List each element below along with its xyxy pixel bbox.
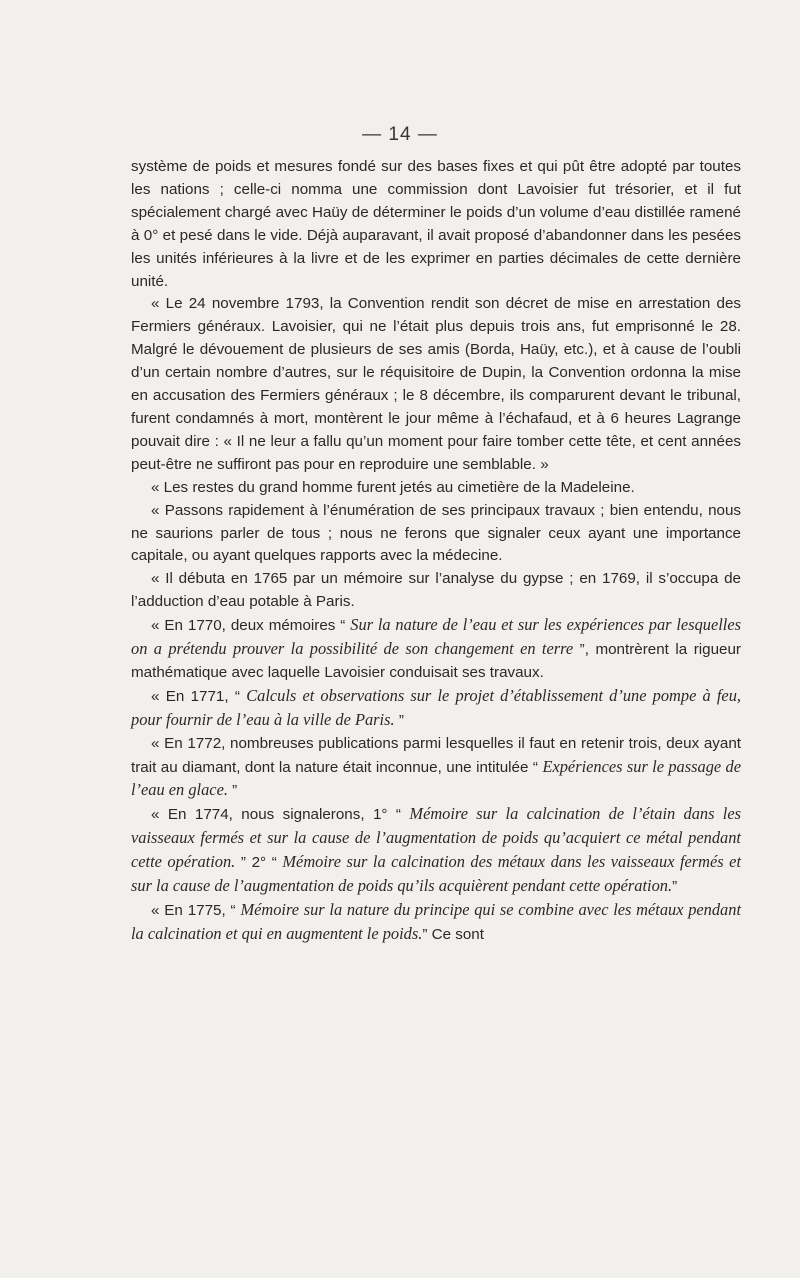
paragraph-7-lead: « En 1771, “ (151, 687, 247, 705)
paragraph-6-tail: ”, montrèrent la rigueur mathématique avec laquelle Lavoisier conduisait ses travaux. (131, 641, 741, 681)
paragraph-10-lead: « En 1775, “ (151, 902, 241, 919)
paragraph-6-title: Sur la nature de l’eau et sur les expériences par lesquelles on a prétendu prouver la possibilité de son changement en terre (131, 615, 741, 659)
paragraph-9-tail: ” (672, 878, 678, 896)
paragraph-4: « Passons rapidement à l’énumération de ses principaux travaux ; bien entendu, nous ne saurions parler de tous ; nous ne ferons que signaler ceux ayant une importance capitale, ou ayant quelques rapports avec la médecine. (131, 501, 741, 565)
paragraph-9-lead: « En 1774, nous signalerons, 1° “ (151, 806, 410, 824)
paragraph-10-title: Mémoire sur la nature du principe qui se combine avec les métaux pendant la calcination et qui en augmentent le poids. (131, 900, 742, 943)
paragraph-6-lead: « En 1770, deux mémoires “ (151, 617, 351, 635)
paragraph-9-middle: ” 2° “ (235, 854, 283, 872)
paragraph-9 (131, 803, 741, 899)
paragraph-10-tail: ” Ce sont (422, 925, 484, 943)
paragraph-7 (131, 685, 741, 733)
paragraph-8-lead: « En 1772, nombreuses publications parmi lesquelles il faut en retenir trois, deux ayant trait au diamant, dont la nature était inconnue, une intitulée “ (131, 734, 741, 776)
body-text (131, 156, 741, 947)
paragraph-8 (131, 733, 741, 804)
paragraph-8-title: Expériences sur le passage de l’eau en glace. (131, 756, 741, 800)
paragraph-5: « Il débuta en 1765 par un mémoire sur l’analyse du gypse ; en 1769, il s’occupa de l’adduction d’eau potable à Paris. (131, 570, 741, 611)
paragraph-6 (131, 614, 741, 685)
paragraph-8-tail: ” (227, 782, 238, 800)
paragraph-7-title: Calculs et observations sur le projet d’établissement d’une pompe à feu, pour fournir de l’eau à la ville de Paris. (131, 685, 741, 729)
paragraph-7-tail: ” (394, 711, 404, 729)
paragraph-2: « Le 24 novembre 1793, la Convention rendit son décret de mise en arrestation des Fermiers généraux. Lavoisier, qui ne l’était plus depuis trois ans, fut emprisonné le 28. Malgré le dévouement de plusieurs de ses amis (Borda, Haüy, etc.), et à cause de l’oubli d’un certain nombre d’autres, sur le réquisitoire de Dupin, la Convention ordonna la mise en accusation des Fermiers généraux ; le 8 décembre, ils comparurent devant le tribunal, furent condamnés à mort, montèrent le jour même à l’échafaud, et à 6 heures Lagrange pouvait dire : « Il ne leur a fallu qu’un moment pour faire tomber cette tête, et cent années peut-être ne suffiront pas pour en reproduire une semblable. » (131, 295, 741, 473)
paragraph-10 (131, 899, 741, 947)
paragraph-9-title-2: Mémoire sur la calcination des métaux dans les vaisseaux fermés et sur la cause de l’augmentation de poids qu’ils acquièrent pendant cette opération. (131, 852, 741, 896)
page-number: — 14 — (362, 124, 438, 145)
paragraph-1: système de poids et mesures fondé sur des bases fixes et qui pût être adopté par toutes les nations ; celle-ci nomma une commission dont Lavoisier fut trésorier, et il fut spécialement chargé avec Haüy de déterminer le poids d’un volume d’eau distillée ramené à 0° et pesé dans le vide. Déjà auparavant, il avait proposé d’abandonner dans les pesées les unités inférieures à la livre et de les exprimer en parties décimales de cette dernière unité. (131, 158, 741, 290)
paragraph-3: « Les restes du grand homme furent jetés au cimetière de la Madeleine. (151, 478, 635, 496)
paragraph-9-title-1: Mémoire sur la calcination de l’étain dans les vaisseaux fermés et sur la cause de l’augmentation de poids qu’acquiert ce métal pendant cette opération. (131, 804, 741, 872)
